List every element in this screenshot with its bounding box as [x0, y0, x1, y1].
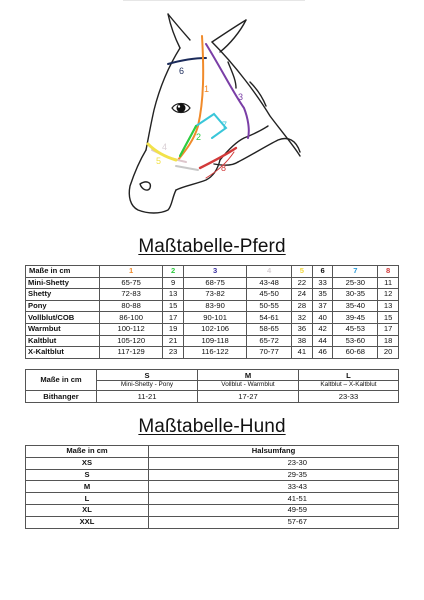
table-row: [26, 289, 399, 301]
label-1: 1: [204, 84, 210, 94]
table-cell: 20: [378, 347, 399, 359]
table-row: [26, 516, 399, 528]
table-cell: 83-90: [183, 300, 246, 312]
table-cell: 13: [163, 289, 184, 301]
dog-size: M: [26, 481, 149, 493]
dog-neck-size: 29-35: [149, 469, 399, 481]
table-cell: 30-35: [333, 289, 378, 301]
table-cell: 21: [163, 335, 184, 347]
bit-size-l: L: [299, 370, 399, 381]
table-cell: 117-129: [100, 347, 163, 359]
table-cell: 86-100: [100, 312, 163, 324]
table-cell: 100-112: [100, 323, 163, 335]
table-cell: 35: [312, 289, 333, 301]
bit-table-values-row: [26, 391, 399, 403]
table-row: [26, 457, 399, 469]
table-row: [26, 312, 399, 324]
table-row: [26, 504, 399, 516]
bit-size-s: S: [97, 370, 198, 381]
label-5: 5: [156, 156, 162, 166]
table-cell: 54-61: [247, 312, 292, 324]
column-header-1: 1: [100, 266, 163, 278]
column-header-7: 7: [333, 266, 378, 278]
dog-table-title: Maßtabelle-Hund: [138, 416, 286, 437]
table-cell: 38: [292, 335, 313, 347]
dog-table-header-value: Halsumfang: [149, 446, 399, 458]
table-cell: 105-120: [100, 335, 163, 347]
table-row: [26, 323, 399, 335]
label-4: 4: [162, 142, 168, 152]
table-cell: 12: [378, 289, 399, 301]
dog-neck-size: 23-30: [149, 457, 399, 469]
row-label: Kaltblut: [26, 335, 100, 347]
column-header-6: 6: [312, 266, 333, 278]
table-cell: 72-83: [100, 289, 163, 301]
table-cell: 18: [378, 335, 399, 347]
table-cell: 50-55: [247, 300, 292, 312]
table-cell: 45-50: [247, 289, 292, 301]
dog-table-header-row: [26, 446, 399, 458]
table-cell: 60-68: [333, 347, 378, 359]
table-cell: 32: [292, 312, 313, 324]
table-cell: 109-118: [183, 335, 246, 347]
table-cell: 65-75: [100, 277, 163, 289]
row-label: Vollblut/COB: [26, 312, 100, 324]
table-cell: 11: [378, 277, 399, 289]
table-cell: 22: [292, 277, 313, 289]
dog-neck-size: 49-59: [149, 504, 399, 516]
dog-size: XS: [26, 457, 149, 469]
table-cell: 68-75: [183, 277, 246, 289]
table-row: [26, 347, 399, 359]
table-cell: 73-82: [183, 289, 246, 301]
dog-size: XXL: [26, 516, 149, 528]
bithanger-table: [25, 369, 399, 403]
table-cell: 33: [312, 277, 333, 289]
horse-eye: [172, 104, 190, 113]
table-cell: 37: [312, 300, 333, 312]
table-cell: 65-72: [247, 335, 292, 347]
table-cell: 39-45: [333, 312, 378, 324]
row-label: Shetty: [26, 289, 100, 301]
bit-size-m: M: [198, 370, 299, 381]
row-label: Pony: [26, 300, 100, 312]
horse-table-body: [26, 277, 399, 358]
table-cell: 13: [378, 300, 399, 312]
dog-table-header-label: Maße in cm: [26, 446, 149, 458]
table-cell: 35-40: [333, 300, 378, 312]
table-cell: 17: [163, 312, 184, 324]
column-header-4: 4: [247, 266, 292, 278]
dog-size-table: [25, 445, 399, 529]
horse-size-table: [25, 265, 399, 359]
table-cell: 41: [292, 347, 313, 359]
dog-table-body: [26, 457, 399, 528]
horse-head-diagram: [0, 0, 424, 232]
bit-range-l: Kaltblut – X-Kaltblut: [299, 381, 399, 391]
table-cell: 28: [292, 300, 313, 312]
table-cell: 43-48: [247, 277, 292, 289]
table-row: [26, 335, 399, 347]
bit-range-m: Vollblut - Warmblut: [198, 381, 299, 391]
table-cell: 44: [312, 335, 333, 347]
table-cell: 58-65: [247, 323, 292, 335]
bit-row-label: Bithanger: [26, 391, 97, 403]
dog-size: XL: [26, 504, 149, 516]
table-row: [26, 481, 399, 493]
dog-neck-size: 41-51: [149, 493, 399, 505]
label-8: 8: [221, 163, 227, 173]
table-cell: 15: [163, 300, 184, 312]
table-row: [26, 469, 399, 481]
bit-table-header-row: [26, 370, 399, 381]
table-cell: 70-77: [247, 347, 292, 359]
row-label: X-Kaltblut: [26, 347, 100, 359]
table-cell: 53-60: [333, 335, 378, 347]
column-header-3: 3: [183, 266, 246, 278]
column-header-2: 2: [163, 266, 184, 278]
bit-range-s: Mini-Shetty - Pony: [97, 381, 198, 391]
horse-table-header-row: [26, 266, 399, 278]
table-cell: 24: [292, 289, 313, 301]
label-3: 3: [238, 92, 244, 102]
table-cell: 25-30: [333, 277, 378, 289]
dog-size: L: [26, 493, 149, 505]
label-2: 2: [196, 132, 202, 142]
table-cell: 15: [378, 312, 399, 324]
table-cell: 102-106: [183, 323, 246, 335]
table-cell: 46: [312, 347, 333, 359]
bit-value-s: 11-21: [97, 391, 198, 403]
table-cell: 19: [163, 323, 184, 335]
bit-table-header-label: Maße in cm: [26, 370, 97, 391]
table-cell: 45-53: [333, 323, 378, 335]
table-row: [26, 300, 399, 312]
column-header-8: 8: [378, 266, 399, 278]
table-cell: 90-101: [183, 312, 246, 324]
horse-table-header-label: Maße in cm: [26, 266, 100, 278]
table-cell: 80-88: [100, 300, 163, 312]
bit-value-l: 23-33: [299, 391, 399, 403]
dog-neck-size: 33-43: [149, 481, 399, 493]
column-header-5: 5: [292, 266, 313, 278]
table-row: [26, 277, 399, 289]
table-cell: 17: [378, 323, 399, 335]
horse-table-title: Maßtabelle-Pferd: [138, 236, 286, 257]
dog-size: S: [26, 469, 149, 481]
table-cell: 40: [312, 312, 333, 324]
table-cell: 36: [292, 323, 313, 335]
label-7: 7: [222, 120, 228, 130]
row-label: Warmbut: [26, 323, 100, 335]
bridle-straps: [148, 36, 249, 178]
table-cell: 116-122: [183, 347, 246, 359]
table-cell: 23: [163, 347, 184, 359]
table-cell: 9: [163, 277, 184, 289]
dog-neck-size: 57-67: [149, 516, 399, 528]
table-row: [26, 493, 399, 505]
label-6: 6: [179, 66, 185, 76]
row-label: Mini-Shetty: [26, 277, 100, 289]
bit-value-m: 17-27: [198, 391, 299, 403]
table-cell: 42: [312, 323, 333, 335]
